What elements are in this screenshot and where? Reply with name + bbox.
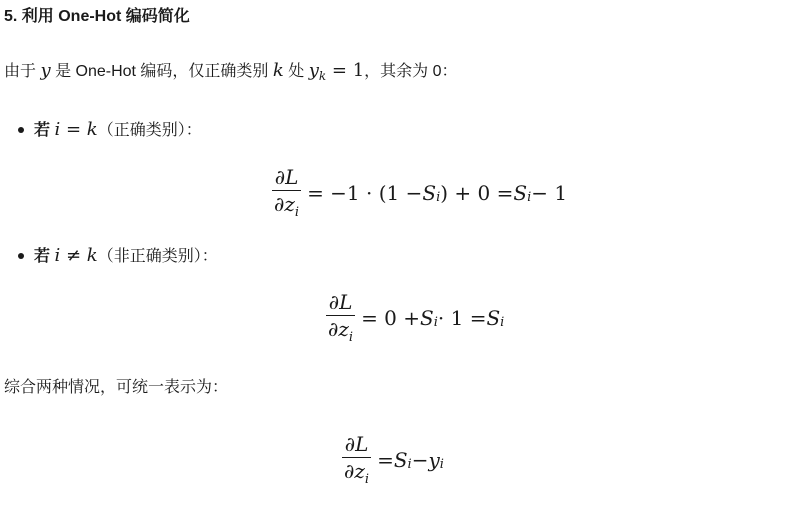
summary-paragraph: 综合两种情况，可统一表示为： (4, 379, 229, 396)
eq1-rhs-sub: i (436, 190, 441, 205)
frac-den-z: z (354, 459, 365, 483)
partial-symbol: ∂ (274, 165, 286, 189)
fraction-dl-dz (342, 432, 371, 487)
intro-var-k: k (272, 60, 284, 81)
eq3-rhs-b: − (411, 447, 429, 472)
partial-symbol: ∂ (274, 192, 285, 216)
intro-paragraph (4, 59, 458, 84)
frac-num-L: L (285, 165, 299, 189)
frac-num-L: L (339, 290, 353, 314)
eq3-rhs-S: S (393, 447, 408, 472)
frac-den-sub: i (294, 205, 300, 220)
eq3-rhs-sub: i (407, 457, 412, 472)
eq1-rhs-sub2: i (527, 190, 532, 205)
eq2-rhs-sub: i (433, 315, 438, 330)
frac-den-z: z (284, 192, 295, 216)
fraction-dl-dz (326, 290, 355, 345)
case-incorrect-op: ≠ (60, 245, 87, 266)
eq1-rhs-a: = −1 · (1 − (307, 180, 423, 205)
section-heading: 5. 利用 One-Hot 编码简化 (4, 8, 190, 25)
frac-den-sub: i (364, 472, 370, 487)
equation-incorrect (326, 290, 504, 345)
frac-den-sub: i (348, 330, 354, 345)
fraction-bar (272, 190, 301, 191)
eq2-rhs-S2: S (486, 305, 501, 330)
case-incorrect-k: k (86, 245, 98, 266)
eq1-rhs-c: − 1 (531, 180, 568, 205)
bullet-dot (18, 253, 24, 259)
intro-suffix: ，其余为 0： (364, 63, 458, 80)
eq3-rhs-a: = (377, 447, 394, 472)
partial-symbol: ∂ (328, 317, 339, 341)
case-incorrect-note: （非正确类别）： (97, 248, 218, 265)
case-incorrect-item (18, 244, 218, 269)
intro-mid1: 是 One-Hot 编码，仅正确类别 (50, 63, 273, 80)
case-correct-op: = (60, 119, 87, 140)
eq1-rhs-b: ) + 0 = (440, 180, 514, 205)
eq3-rhs-y: y (428, 447, 440, 472)
intro-yk-sub: k (318, 69, 327, 83)
eq1-rhs-S: S (422, 180, 437, 205)
eq2-rhs-a: = 0 + (361, 305, 421, 330)
intro-mid2: 处 (283, 63, 309, 80)
intro-var-y: y (40, 60, 51, 81)
case-correct-item (18, 118, 202, 143)
eq2-rhs-S: S (420, 305, 434, 330)
eq3-rhs-sub2: i (439, 457, 444, 472)
fraction-bar (342, 457, 371, 458)
bullet-dot (18, 127, 24, 133)
partial-symbol: ∂ (328, 290, 340, 314)
fraction-bar (326, 315, 355, 316)
equation-unified (342, 432, 444, 487)
fraction-dl-dz (272, 165, 301, 220)
case-correct-if: 若 (34, 122, 51, 139)
frac-den-z: z (338, 317, 349, 341)
intro-eq: = 1 (326, 60, 365, 81)
case-correct-i: i (54, 119, 61, 140)
intro-prefix: 由于 (4, 63, 41, 80)
intro-yk-base: y (308, 60, 319, 81)
case-incorrect-i: i (54, 245, 61, 266)
case-incorrect-if: 若 (34, 248, 51, 265)
eq1-rhs-S2: S (513, 180, 528, 205)
case-correct-note: （正确类别）： (97, 122, 202, 139)
case-correct-k: k (86, 119, 98, 140)
eq2-rhs-b: · 1 = (437, 305, 487, 330)
equation-correct (272, 165, 567, 220)
partial-symbol: ∂ (344, 459, 355, 483)
frac-num-L: L (355, 432, 369, 456)
partial-symbol: ∂ (344, 432, 356, 456)
eq2-rhs-sub2: i (500, 315, 505, 330)
